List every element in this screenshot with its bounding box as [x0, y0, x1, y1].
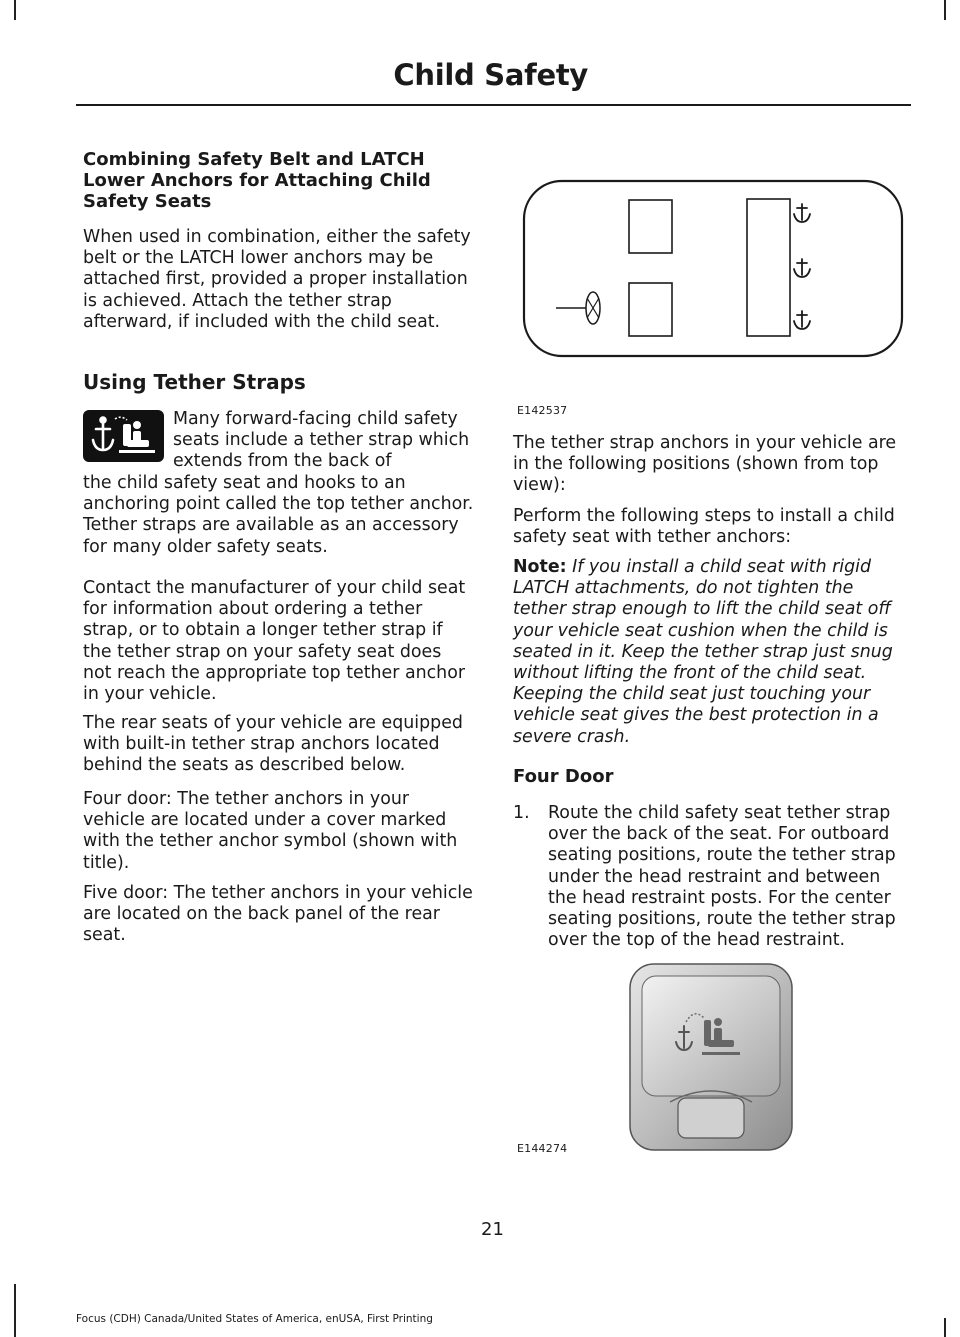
heading-four-door: Four Door — [513, 766, 614, 787]
list-item-step-1 — [513, 803, 907, 953]
publication-footer: Focus (CDH) Canada/United States of America, enUSA, First Printing — [76, 1313, 433, 1325]
note-label: Note: — [513, 557, 567, 577]
paragraph-combining: When used in combination, either the safety belt or the LATCH lower anchors may be attached first, provided a proper installation is achieved. Attach the tether strap afterward, if included with the child seat. — [83, 227, 471, 332]
paragraph-contact-manufacturer: Contact the manufacturer of your child seat for information about ordering a tether strap, or to obtain a longer tether strap if the tether strap on your safety seat does not reach the appropriate top tether anchor in your vehicle. — [83, 578, 466, 705]
crop-mark-bottom-right — [944, 1318, 946, 1337]
figure-code-1: E142537 — [517, 404, 568, 417]
paragraph-four-door: Four door: The tether anchors in your vehicle are located under a cover marked with the tether anchor symbol (shown with title). — [83, 789, 458, 873]
crop-mark-bottom-left — [14, 1284, 16, 1337]
paragraph-rear-seats: The rear seats of your vehicle are equipped with built-in tether strap anchors located behind the seats as described below. — [83, 713, 463, 776]
paragraph-five-door: Five door: The tether anchors in your vehicle are located on the back panel of the rear seat. — [83, 883, 473, 946]
heading-using-tether-straps: Using Tether Straps — [83, 370, 306, 394]
heading-combining-belt-latch: Combining Safety Belt and LATCH Lower Anchors for Attaching Child Safety Seats — [83, 149, 431, 212]
note-text: If you install a child seat with rigid LATCH attachments, do not tighten the tether strap enough to lift the child seat off your vehicle seat cushion when the child is seated in it. Keep the tether strap just snug without lifting the front of the child seat. Keeping the child seat just touching your vehicle seat gives the best protection in a severe crash. — [513, 557, 893, 747]
page-section-title: Child Safety — [393, 58, 588, 92]
figure-anchor-positions — [520, 178, 905, 360]
paragraph-tether-intro-wrap: Many forward-facing child safety seats include a tether strap which extends from the back of — [173, 409, 470, 472]
figure-code-2: E144274 — [517, 1142, 568, 1155]
step-text: Route the child safety seat tether strap over the back of the seat. For outboard seating positions, route the tether strap under the head restraint and between the head restraint posts. For the center seating positions, route the tether strap over the top of the head restraint. — [548, 803, 896, 951]
crop-mark-top-right — [944, 0, 946, 20]
paragraph-install-steps: Perform the following steps to install a child safety seat with tether anchors: — [513, 506, 895, 548]
paragraph-tether-intro: the child safety seat and hooks to an anchoring point called the top tether anchor. Tether straps are available as an accessory for many older safety seats. — [83, 473, 474, 557]
page-number: 21 — [481, 1219, 504, 1240]
header-divider — [76, 104, 911, 106]
note-latch — [513, 557, 907, 748]
paragraph-anchor-positions: The tether strap anchors in your vehicle are in the following positions (shown from top view): — [513, 433, 897, 496]
tether-anchor-child-seat-icon — [83, 410, 164, 462]
figure-anchor-cover — [628, 962, 794, 1152]
step-number: 1. — [513, 803, 530, 823]
crop-mark-top-left — [14, 0, 16, 20]
